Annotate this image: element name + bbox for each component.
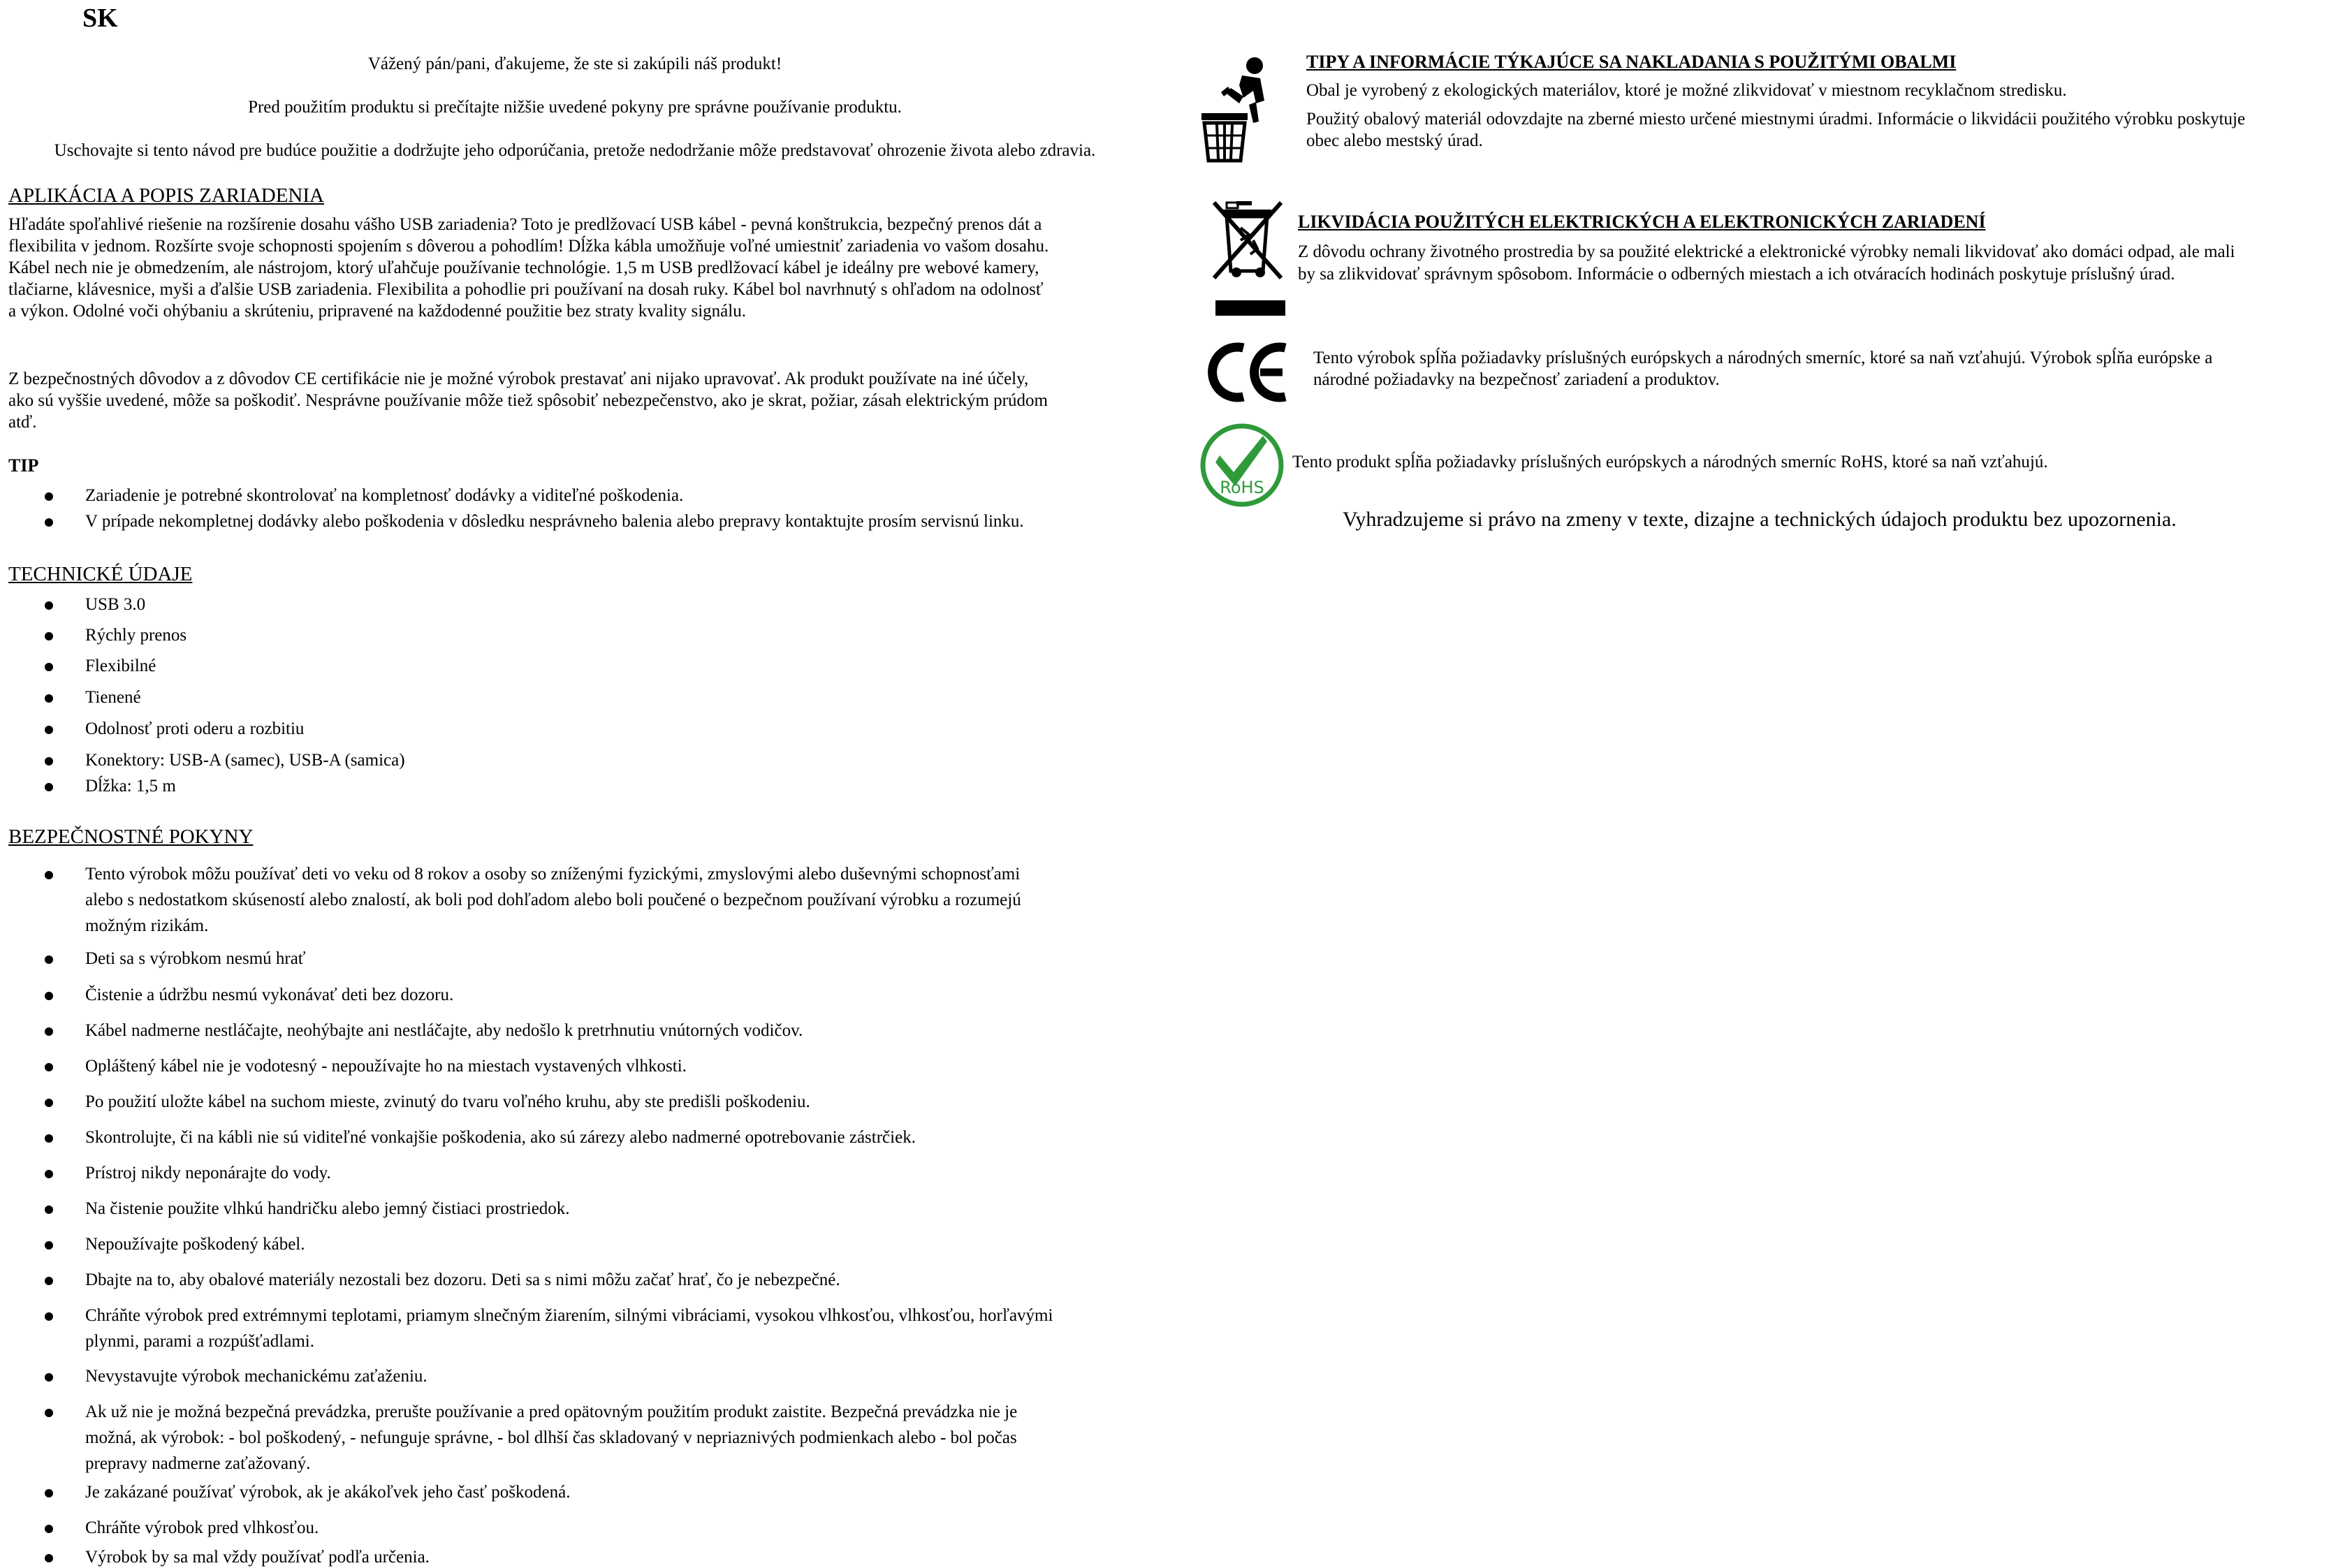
application-line: tlačiarne, klávesnice, myši a ďalšie USB zariadenia. Flexibilita a pohodlie pri používaní na dosah ruky. Kábel bol navrhnutý s ohľadom na odolnosť [8,280,1044,299]
safety-item-line: alebo s nedostatkom skúseností alebo znalostí, ak boli pod dohľadom alebo boli poučené o bezpečnom používaní výrobku a rozumejú [85,891,1021,909]
safety-item [85,984,453,1006]
packaging-line: Použitý obalový materiál odovzdajte na zberné miesto určené miestnymi úradmi. Informácie o likvidácii použitého výrobku poskytuje [1306,110,2246,129]
application-heading: APLIKÁCIA A POPIS ZARIADENIA [8,184,324,207]
bullet-icon [45,1027,53,1036]
tip-heading: TIP [8,455,39,476]
tip-item [85,485,683,506]
reserve-note: Vyhradzujeme si právo na zmeny v texte, dizajne a technických údajoch produktu bez upozornenia. [1343,508,2177,531]
tech-item-text: Rýchly prenos [85,626,187,645]
safety-item [85,1401,1017,1474]
intro-keep-manual: Uschovajte si tento návod pre budúce použitie a dodržujte jeho odporúčania, pretože nedodržanie môže predstavovať ohrozenie života alebo zdravia. [54,141,1096,160]
bullet-icon [45,1170,53,1178]
bullet-icon [45,726,53,734]
packaging-heading: TIPY A INFORMÁCIE TÝKAJÚCE SA NAKLADANIA S POUŽITÝMI OBALMI [1306,52,1957,72]
crossed-bin-icon [1208,196,1292,318]
bullet-icon [45,1063,53,1071]
application-line: Kábel nech nie je obmedzením, ale nástrojom, ktorý uľahčuje používanie technológie. 1,5 m USB predlžovací kábel je ideálny pre webové kamery, [8,258,1039,277]
tech-item-text: Konektory: USB-A (samec), USB-A (samica) [85,751,405,770]
application-line: a výkon. Odolné voči ohýbaniu a skrúteniu, pripravené na každodenné použitie bez straty kvality signálu. [8,302,746,321]
safety-item [85,1198,570,1219]
tip-item-text: V prípade nekompletnej dodávky alebo poškodenia v dôsledku nesprávneho balenia alebo prepravy kontaktujte prosím servisnú linku. [85,512,1024,531]
safety-item [85,1481,570,1503]
tech-item-text: Odolnosť proti oderu a rozbitiu [85,719,305,738]
rohs-label: RoHS [1220,478,1264,497]
safety-item-line: Prístroj nikdy neponárajte do vody. [85,1164,331,1182]
bullet-icon [45,1373,53,1382]
bullet-icon [45,1525,53,1533]
rohs-line: Tento produkt spĺňa požiadavky príslušných európskych a národných smerníc RoHS, ktoré sa naň vzťahujú. [1292,453,2048,471]
weee-line: Z dôvodu ochrany životného prostredia by sa použité elektrické a elektronické výrobky nemali likvidovať ako domáci odpad, ale mali [1298,242,2235,261]
bullet-icon [45,1241,53,1250]
safety-item-line: Skontrolujte, či na kábli nie sú viditeľné vonkajšie poškodenia, ako sú zárezy alebo nadmerné opotrebovanie zástrčiek. [85,1128,916,1147]
safety-item-line: Nepoužívajte poškodený kábel. [85,1235,305,1254]
bullet-icon [45,955,53,964]
safety-item-line: Nevystavujte výrobok mechanickému zaťaženiu. [85,1367,428,1386]
tech-item [85,655,156,677]
tech-item-text: Flexibilné [85,657,156,675]
bullet-icon [45,1277,53,1285]
safety-item [85,863,1021,937]
safety-item-line: Čistenie a údržbu nesmú vykonávať deti bez dozoru. [85,986,454,1004]
safety-item [85,1305,1053,1352]
safety-item [85,948,306,969]
bullet-icon [45,518,53,527]
packaging-line: Obal je vyrobený z ekologických materiálov, ktoré je možné zlikvidovať v miestnom recyklačnom stredisku. [1306,81,2067,100]
bullet-icon [45,1099,53,1107]
bullet-icon [45,663,53,671]
intro-read-instructions: Pred použitím produktu si prečítajte nižšie uvedené pokyny pre správne používanie produktu. [248,98,902,117]
safety-item [85,1127,916,1148]
safety-item-line: Chráňte výrobok pred vlhkosťou. [85,1518,319,1537]
bullet-icon [45,1489,53,1497]
safety-item [85,1269,840,1291]
safety-item [85,1546,430,1568]
safety-note [8,368,1154,433]
packaging-line: obec alebo mestský úrad. [1306,131,1483,150]
bullet-icon [45,492,53,501]
ce-line: národné požiadavky na bezpečnosť zariadení a produktov. [1313,370,1720,389]
safety-item [85,1162,331,1184]
tech-item-text: Dĺžka: 1,5 m [85,777,176,796]
safety-heading: BEZPEČNOSTNÉ POKYNY [8,826,254,848]
ce-mark-icon [1207,341,1291,404]
safety-note-line: ako sú vyššie uvedené, môže sa poškodiť. Nesprávne používanie môže tiež spôsobiť nebezpečenstvo, ako je skrat, požiar, zásah elektrickým prúdom [8,391,1048,410]
safety-item [85,1517,319,1539]
tech-item [85,775,176,797]
safety-item-line: prepravy nadmerne zaťažovaný. [85,1454,311,1473]
application-line: flexibilita v jednom. Rozšírte svoje schopnosti spojením s dôverou a pohodlím! Dĺžka kábla umožňuje voľné umiestniť zariadenia vo vašom dosahu. [8,237,1049,256]
ce-line: Tento výrobok spĺňa požiadavky príslušných európskych a národných smerníc, ktoré sa naň vzťahujú. Výrobok spĺňa európske a [1313,349,2213,367]
application-line: Hľadáte spoľahlivé riešenie na rozšírenie dosahu vášho USB zariadenia? Toto je predlžovací USB kábel - pevná konštrukcia, bezpečný prenos dát a [8,215,1042,234]
tech-item [85,594,145,615]
bullet-icon [45,783,53,791]
safety-item-line: Výrobok by sa mal vždy používať podľa určenia. [85,1548,430,1567]
tech-item [85,624,187,646]
safety-item-line: Dbajte na to, aby obalové materiály nezostali bez dozoru. Deti sa s nimi môžu začať hrať, čo je nebezpečné. [85,1270,840,1289]
tip-item [85,511,1024,532]
application-text [8,214,1154,322]
tech-item-text: USB 3.0 [85,595,146,614]
safety-item-line: Po použití uložte kábel na suchom mieste, zvinutý do tvaru voľného kruhu, aby ste predišli poškodeniu. [85,1092,810,1111]
trash-bin-figure-icon [1200,54,1281,163]
weee-line: by sa zlikvidovať správnym spôsobom. Informácie o odberných miestach a ich otváracích hodinách poskytuje príslušný úrad. [1298,265,2175,284]
tech-item [85,749,405,771]
safety-item-line: Ak už nie je možná bezpečná prevádzka, prerušte používanie a pred opätovným použitím produkt zaistite. Bezpečná prevádzka nie je [85,1402,1018,1421]
tech-item [85,718,304,740]
bullet-icon [45,601,53,610]
bullet-icon [45,632,53,640]
bullet-icon [45,694,53,703]
safety-item-line: Kábel nadmerne nestláčajte, neohýbajte ani nestláčajte, aby nedošlo k pretrhnutiu vnútorných vodičov. [85,1021,803,1040]
safety-item [85,1055,687,1077]
safety-item-line: možným rizikám. [85,916,209,935]
safety-item-line: Opláštený kábel nie je vodotesný - nepoužívajte ho na miestach vystavených vlhkosti. [85,1057,687,1076]
bullet-icon [45,1312,53,1321]
bullet-icon [45,1409,53,1417]
safety-item [85,1365,428,1387]
safety-note-line: Z bezpečnostných dôvodov a z dôvodov CE certifikácie nie je možné výrobok prestavať ani nijako upravovať. Ak produkt používate na iné účely, [8,369,1029,388]
bullet-icon [45,1554,53,1562]
safety-item-line: plynmi, parami a rozpúšťadlami. [85,1332,314,1351]
safety-item-line: Je zakázané používať výrobok, ak je akákoľvek jeho časť poškodená. [85,1483,571,1502]
safety-item [85,1091,810,1113]
bullet-icon [45,992,53,1000]
language-code: SK [82,3,118,33]
bullet-icon [45,1206,53,1214]
intro-greeting: Vážený pán/pani, ďakujeme, že ste si zakúpili náš produkt! [367,54,782,73]
weee-heading: LIKVIDÁCIA POUŽITÝCH ELEKTRICKÝCH A ELEKTRONICKÝCH ZARIADENÍ [1298,212,1986,232]
safety-item-line: Deti sa s výrobkom nesmú hrať [85,949,306,968]
safety-item-line: Na čistenie použite vlhkú handričku alebo jemný čistiaci prostriedok. [85,1199,570,1218]
safety-item [85,1233,305,1255]
safety-note-line: atď. [8,413,37,432]
bullet-icon [45,1134,53,1143]
safety-item-line: možná, ak výrobok: - bol poškodený, - nefunguje správne, - bol dlhší čas skladovaný v nepriaznivých podmienkach alebo - bol počas [85,1428,1017,1447]
safety-item [85,1020,803,1041]
bullet-icon [45,871,53,879]
rohs-badge-icon [1199,422,1285,508]
bullet-icon [45,757,53,765]
safety-item-line: Tento výrobok môžu používať deti vo veku od 8 rokov a osoby so zníženými fyzickými, zmyslovými alebo duševnými schopnosťami [85,865,1021,884]
tech-item-text: Tienené [85,688,141,707]
safety-item-line: Chráňte výrobok pred extrémnymi teplotami, priamym slnečným žiarením, silnými vibráciami, vysokou vlhkosťou, vlhkosťou, horľavými [85,1306,1053,1325]
tech-item [85,687,141,708]
tech-heading: TECHNICKÉ ÚDAJE [8,563,193,585]
tip-item-text: Zariadenie je potrebné skontrolovať na kompletnosť dodávky a viditeľné poškodenia. [85,486,684,505]
